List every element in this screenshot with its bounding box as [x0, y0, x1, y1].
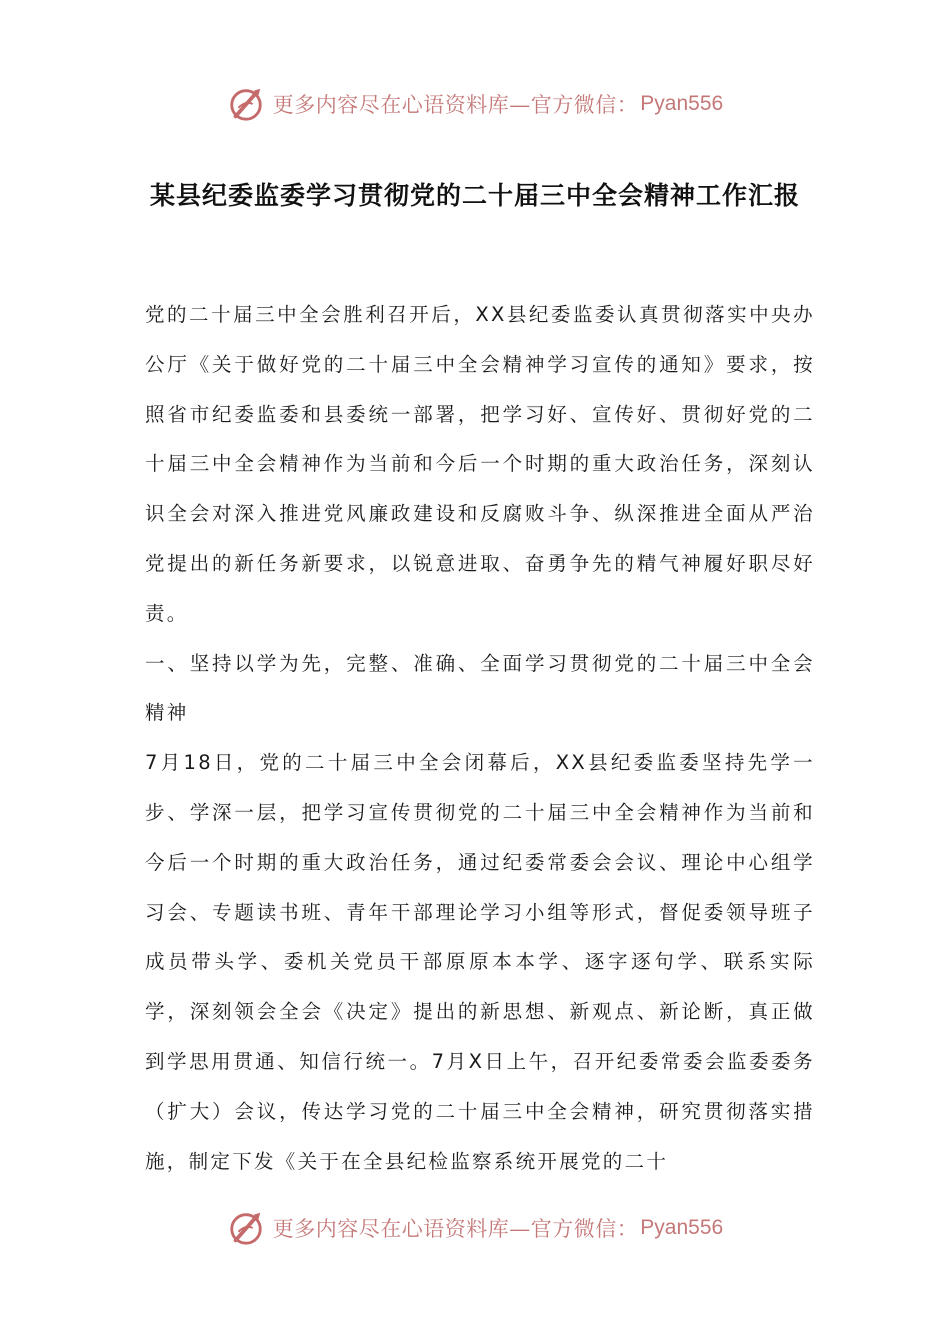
watermark-wechat-id: Pyan556: [640, 92, 724, 115]
watermark-wechat-id: Pyan556: [640, 1216, 724, 1239]
pen-circle-logo-icon: [227, 85, 265, 123]
section-heading: 一、坚持以学为先，完整、准确、全面学习贯彻党的二十届三中全会精神: [145, 651, 815, 725]
paragraph-intro: 党的二十届三中全会胜利召开后，XX县纪委监委认真贯彻落实中央办公厅《关于做好党的二十届三中全会精神学习宣传的通知》要求，按照省市纪委监委和县委统一部署，把学习好、宣传好、贯彻好党的二十届三中全会精神作为当前和今后一个时期的重大政治任务，深刻认识全会对深入推进党风廉政建设和反腐败斗争、纵深推进全面从严治党提出的新任务新要求，以锐意进取、奋勇争先的精气神履好职尽好责。: [145, 303, 815, 625]
paragraph-section-1: 7月18日，党的二十届三中全会闭幕后，XX县纪委监委坚持先学一步、学深一层，把学习宣传贯彻党的二十届三中全会精神作为当前和今后一个时期的重大政治任务，通过纪委常委会会议、理论中心组学习会、专题读书班、青年干部理论学习小组等形式，督促委领导班子成员带头学、委机关党员干部原原本本学、逐字逐句学、联系实际学，深刻领会全会《决定》提出的新思想、新观点、新论断，真正做到学思用贯通、知信行统一。7月X日上午，召开纪委常委会监委委务（扩大）会议，传达学习党的二十届三中全会精神，研究贯彻落实措施，制定下发《关于在全县纪检监察系统开展党的二十: [145, 751, 815, 1173]
watermark-text: 更多内容尽在心语资料库—官方微信：: [272, 93, 639, 117]
header-watermark: [0, 82, 950, 126]
watermark-text: 更多内容尽在心语资料库—官方微信：: [272, 1217, 639, 1241]
footer-watermark: [0, 1206, 950, 1250]
pen-circle-logo-icon: [227, 1209, 265, 1247]
document-title: 某县纪委监委学习贯彻党的二十届三中全会精神工作汇报: [149, 181, 800, 210]
document-body: [145, 290, 815, 1186]
